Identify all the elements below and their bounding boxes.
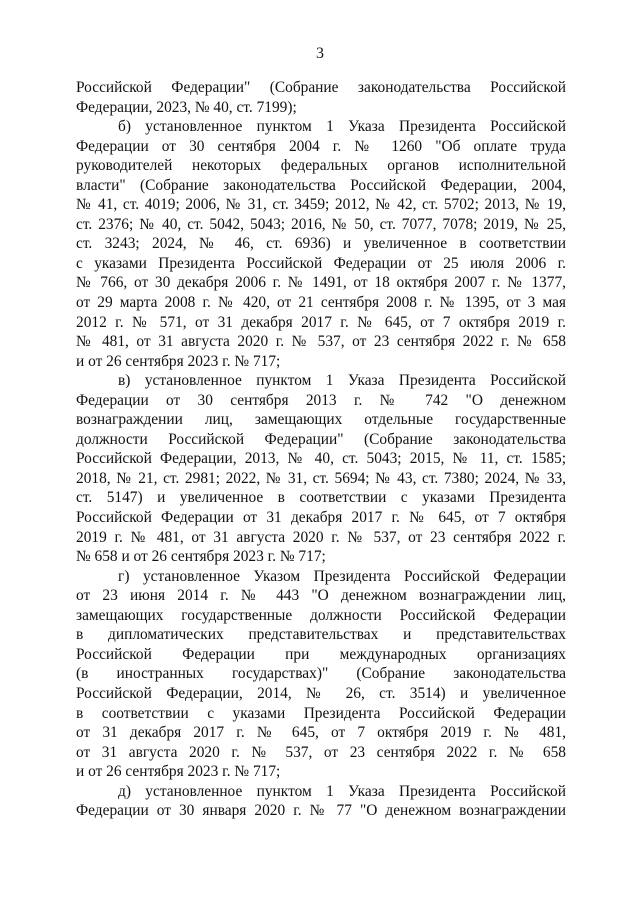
paragraph-continuation [76, 78, 566, 117]
text-line: должности Российской Федерации" (Собрание законодательства [76, 430, 566, 448]
text-line: замещающих государственные должности Российской Федерации [76, 606, 566, 624]
text-line: в) установленное пунктом 1 Указа Президента Российской [118, 372, 566, 390]
text-line: Федерации от 30 сентября 2004 г. № 1260 "Об оплате труда [76, 137, 566, 155]
paragraph-b [76, 117, 566, 371]
text-line: от 31 августа 2020 г. № 537, от 23 сентября 2022 г. № 658 [76, 743, 566, 761]
text-line: от 23 июня 2014 г. № 443 "О денежном вознаграждении лиц, [76, 587, 566, 605]
text-line: Российской Федерации" (Собрание законодательства Российской [76, 79, 566, 96]
page-number: 3 [316, 45, 324, 62]
text-line: власти" (Собрание законодательства Российской Федерации, 2004, [76, 176, 566, 194]
text-line: 2012 г. № 571, от 31 декабря 2017 г. № 645, от 7 октября 2019 г. [76, 313, 566, 331]
text-line: с указами Президента Российской Федерации от 25 июля 2006 г. [76, 254, 566, 272]
text-line: д) установленное пунктом 1 Указа Президента Российской [118, 782, 566, 800]
text-line: от 29 марта 2008 г. № 420, от 21 сентября 2008 г. № 1395, от 3 мая [76, 294, 566, 312]
text-line: 2018, № 21, ст. 2981; 2022, № 31, ст. 5694; № 43, ст. 7380; 2024, № 33, [76, 469, 566, 487]
text-line: ст. 5147) и увеличенное в соответствии с указами Президента [76, 489, 566, 507]
text-line: вознаграждении лиц, замещающих отдельные государственные [76, 411, 566, 429]
document-body [76, 78, 566, 821]
text-line: в соответствии с указами Президента Российской Федерации [76, 704, 566, 722]
text-line: в дипломатических представительствах и представительствах [76, 626, 566, 644]
text-line: и от 26 сентября 2023 г. № 717; [76, 352, 281, 370]
text-line: Федерации от 30 сентября 2013 г. № 742 "О денежном [76, 391, 566, 409]
text-line: от 31 декабря 2017 г. № 645, от 7 октября 2019 г. № 481, [76, 724, 566, 742]
text-line: ст. 3243; 2024, № 46, ст. 6936) и увеличенное в соответствии [76, 235, 566, 253]
paragraph-v [76, 371, 566, 566]
text-line: руководителей некоторых федеральных органов исполнительной [76, 157, 566, 175]
paragraph-g [76, 567, 566, 782]
text-line: Федерации, 2023, № 40, ст. 7199); [76, 98, 297, 116]
text-line: Российской Федерации при международных организациях [76, 645, 566, 663]
text-line: № 658 и от 26 сентября 2023 г. № 717; [76, 548, 326, 566]
text-line: Российской Федерации от 31 декабря 2017 г. № 645, от 7 октября [76, 509, 566, 527]
text-line: Российской Федерации, 2014, № 26, ст. 3514) и увеличенное [76, 684, 566, 702]
text-line: б) установленное пунктом 1 Указа Президента Российской [118, 118, 566, 136]
text-line: Федерации от 30 января 2020 г. № 77 "О денежном вознаграждении [76, 802, 566, 820]
text-line: ст. 2376; № 40, ст. 5042, 5043; 2016, № 50, ст. 7077, 7078; 2019, № 25, [76, 215, 566, 233]
text-line: 2019 г. № 481, от 31 августа 2020 г. № 537, от 23 сентября 2022 г. [76, 528, 566, 546]
text-line: Российской Федерации, 2013, № 40, ст. 5043; 2015, № 11, ст. 1585; [76, 450, 566, 468]
text-line: № 41, ст. 4019; 2006, № 31, ст. 3459; 2012, № 42, ст. 5702; 2013, № 19, [76, 196, 566, 214]
text-line: г) установленное Указом Президента Российской Федерации [118, 567, 566, 585]
paragraph-d [76, 782, 566, 821]
text-line: № 481, от 31 августа 2020 г. № 537, от 23 сентября 2022 г. № 658 [76, 333, 566, 351]
text-line: (в иностранных государствах)" (Собрание законодательства [76, 665, 566, 683]
text-line: № 766, от 30 декабря 2006 г. № 1491, от 18 октября 2007 г. № 1377, [76, 274, 566, 292]
text-line: и от 26 сентября 2023 г. № 717; [76, 763, 281, 781]
